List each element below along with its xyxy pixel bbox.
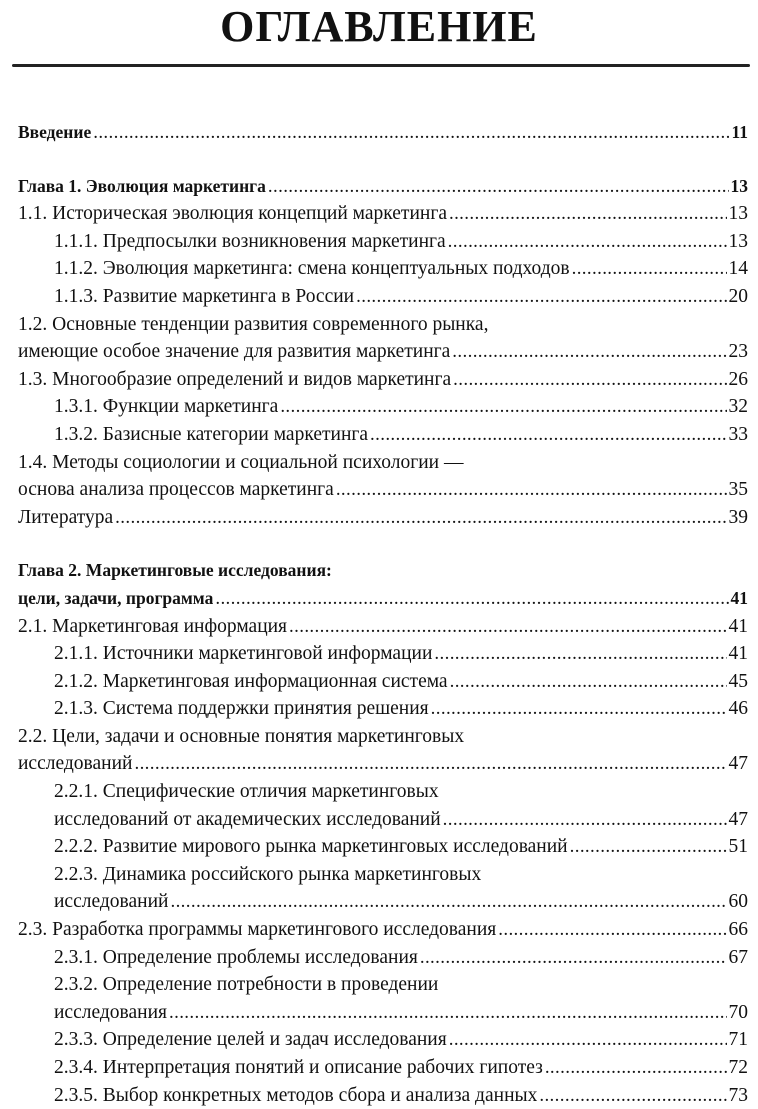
toc-entry-line: Глава 2. Маркетинговые исследования: bbox=[18, 560, 332, 581]
toc-entry[interactable] bbox=[18, 338, 748, 366]
toc-entry-line: 1.2. Основные тенденции развития современного рынка, bbox=[18, 313, 489, 335]
toc-entry-line: 2.3.2. Определение потребности в проведении bbox=[54, 974, 439, 996]
toc-page-number: 11 bbox=[731, 122, 748, 142]
toc-page-number: 13 bbox=[730, 175, 748, 196]
toc-page-number: 60 bbox=[728, 891, 748, 913]
toc-entry-title: исследований от академических исследований bbox=[54, 808, 441, 830]
toc-page-number: 39 bbox=[728, 506, 748, 528]
dot-leader bbox=[170, 888, 726, 916]
toc-entry[interactable] bbox=[18, 916, 748, 944]
toc-page-number: 23 bbox=[728, 341, 748, 363]
toc-entry-line: 2.2. Цели, задачи и основные понятия маркетинговых bbox=[18, 725, 465, 747]
toc-entry[interactable] bbox=[18, 668, 748, 696]
toc-entry[interactable] bbox=[18, 366, 748, 394]
toc-page-number: 45 bbox=[728, 670, 748, 692]
toc-entry-title: 1.3. Многообразие определений и видов маркетинга bbox=[18, 368, 452, 390]
toc-page-number: 13 bbox=[728, 203, 748, 225]
dot-leader bbox=[452, 338, 726, 366]
toc-entry[interactable] bbox=[18, 999, 748, 1027]
toc-page-number: 14 bbox=[728, 258, 748, 280]
dot-leader bbox=[448, 228, 727, 256]
toc-entry-title: исследования bbox=[54, 1001, 167, 1023]
dot-leader bbox=[356, 283, 726, 311]
toc-entry-title: 1.1. Историческая эволюция концепций маркетинга bbox=[18, 203, 447, 225]
title-divider bbox=[12, 64, 750, 67]
dot-leader bbox=[450, 668, 727, 696]
toc-entry-title: 2.3.5. Выбор конкретных методов сбора и анализа данных bbox=[54, 1084, 538, 1106]
toc-entry-title: исследований bbox=[54, 891, 169, 913]
toc-entry[interactable] bbox=[18, 1054, 748, 1082]
toc-entry-title: 2.1.2. Маркетинговая информационная система bbox=[54, 670, 448, 692]
toc-page-number: 26 bbox=[728, 368, 748, 390]
toc-entry-title: 1.3.2. Базисные категории маркетинга bbox=[54, 423, 369, 445]
dot-leader bbox=[449, 200, 727, 228]
table-of-contents bbox=[18, 119, 748, 1109]
toc-entry-title: имеющие особое значение для развития маркетинга bbox=[18, 341, 451, 363]
toc-page-number: 35 bbox=[728, 479, 748, 501]
toc-entry-title: 2.2.2. Развитие мирового рынка маркетинговых исследований bbox=[54, 836, 568, 858]
dot-leader bbox=[431, 695, 727, 723]
toc-page-number: 47 bbox=[728, 808, 748, 830]
toc-entry-title: Литература bbox=[18, 506, 114, 528]
toc-page-number: 67 bbox=[728, 946, 748, 968]
toc-page-number: 70 bbox=[728, 1001, 748, 1023]
toc-page-number: 46 bbox=[728, 698, 748, 720]
toc-entry[interactable] bbox=[18, 695, 748, 723]
toc-page-number: 41 bbox=[728, 615, 748, 637]
toc-entry[interactable] bbox=[18, 504, 748, 532]
toc-entry-title: 2.1.1. Источники маркетинговой информации bbox=[54, 643, 433, 665]
section-spacer bbox=[18, 531, 748, 557]
toc-entry[interactable] bbox=[18, 613, 748, 641]
toc-entry[interactable] bbox=[18, 393, 748, 421]
toc-entry-title: Глава 1. Эволюция маркетинга bbox=[18, 175, 266, 196]
dot-leader bbox=[420, 944, 727, 972]
toc-entry-title: цели, задачи, программа bbox=[18, 587, 214, 608]
toc-page-number: 33 bbox=[728, 423, 748, 445]
toc-entry[interactable] bbox=[18, 173, 748, 201]
toc-entry-title: основа анализа процессов маркетинга bbox=[18, 479, 334, 501]
toc-page-number: 73 bbox=[728, 1084, 748, 1106]
toc-entry[interactable] bbox=[18, 944, 748, 972]
dot-leader bbox=[289, 613, 726, 641]
dot-leader bbox=[498, 916, 726, 944]
toc-page-number: 13 bbox=[728, 230, 748, 252]
toc-entry[interactable] bbox=[18, 833, 748, 861]
toc-entry-title: 2.3.1. Определение проблемы исследования bbox=[54, 946, 418, 968]
toc-page-number: 51 bbox=[728, 836, 748, 858]
dot-leader bbox=[93, 119, 729, 147]
toc-page-number: 32 bbox=[728, 396, 748, 418]
toc-entry[interactable] bbox=[18, 750, 748, 778]
toc-entry[interactable] bbox=[18, 640, 748, 668]
dot-leader bbox=[443, 806, 727, 834]
toc-entry[interactable] bbox=[18, 119, 748, 147]
toc-entry-title: 1.1.3. Развитие маркетинга в России bbox=[54, 285, 355, 307]
dot-leader bbox=[134, 750, 726, 778]
toc-entry-title: 2.1.3. Система поддержки принятия решения bbox=[54, 698, 429, 720]
toc-entry-title: 2.3.4. Интерпретация понятий и описание рабочих гипотез bbox=[54, 1057, 543, 1078]
toc-entry[interactable] bbox=[18, 283, 748, 311]
toc-entry[interactable] bbox=[18, 888, 748, 916]
dot-leader bbox=[169, 999, 727, 1027]
toc-entry[interactable] bbox=[18, 255, 748, 283]
toc-page-number: 41 bbox=[728, 643, 748, 665]
dot-leader bbox=[453, 366, 726, 394]
dot-leader bbox=[545, 1054, 727, 1082]
toc-entry[interactable] bbox=[18, 421, 748, 449]
toc-entry-line: 2.2.1. Специфические отличия маркетинговых bbox=[54, 781, 439, 803]
toc-entry-title: исследований bbox=[18, 753, 133, 775]
page-title: ОГЛАВЛЕНИЕ bbox=[220, 2, 538, 51]
toc-entry-title: 2.1. Маркетинговая информация bbox=[18, 615, 288, 637]
toc-entry[interactable] bbox=[18, 1082, 748, 1109]
toc-entry-title: 2.3. Разработка программы маркетингового исследования bbox=[18, 919, 497, 941]
dot-leader bbox=[280, 393, 726, 421]
dot-leader bbox=[434, 640, 726, 668]
toc-entry[interactable] bbox=[18, 200, 748, 228]
toc-page-number: 20 bbox=[728, 285, 748, 307]
toc-entry[interactable] bbox=[18, 1026, 748, 1054]
toc-entry-title: 1.3.1. Функции маркетинга bbox=[54, 396, 279, 418]
toc-entry-title: Введение bbox=[18, 122, 92, 142]
toc-page-number: 66 bbox=[728, 919, 748, 941]
dot-leader bbox=[449, 1026, 727, 1054]
toc-entry-title: 1.1.2. Эволюция маркетинга: смена концептуальных подходов bbox=[54, 258, 570, 280]
dot-leader bbox=[539, 1082, 726, 1109]
toc-page-number: 71 bbox=[728, 1029, 748, 1051]
toc-page-number: 47 bbox=[728, 753, 748, 775]
toc-entry[interactable] bbox=[18, 806, 748, 834]
dot-leader bbox=[268, 173, 729, 201]
toc-entry[interactable] bbox=[18, 585, 748, 613]
dot-leader bbox=[336, 476, 727, 504]
toc-entry[interactable] bbox=[18, 476, 748, 504]
section-spacer bbox=[18, 147, 748, 173]
toc-entry-line: 2.2.3. Динамика российского рынка маркетинговых bbox=[54, 863, 482, 885]
dot-leader bbox=[215, 585, 728, 613]
toc-page-number: 72 bbox=[728, 1057, 748, 1078]
toc-entry-title: 1.1.1. Предпосылки возникновения маркетинга bbox=[54, 230, 446, 252]
dot-leader bbox=[370, 421, 726, 449]
dot-leader bbox=[570, 833, 727, 861]
toc-page-number: 41 bbox=[730, 587, 748, 608]
toc-entry-line: 1.4. Методы социологии и социальной психологии — bbox=[18, 451, 464, 473]
toc-entry-title: 2.3.3. Определение целей и задач исследования bbox=[54, 1029, 447, 1051]
dot-leader bbox=[572, 255, 727, 283]
toc-entry[interactable] bbox=[18, 228, 748, 256]
dot-leader bbox=[115, 504, 726, 532]
